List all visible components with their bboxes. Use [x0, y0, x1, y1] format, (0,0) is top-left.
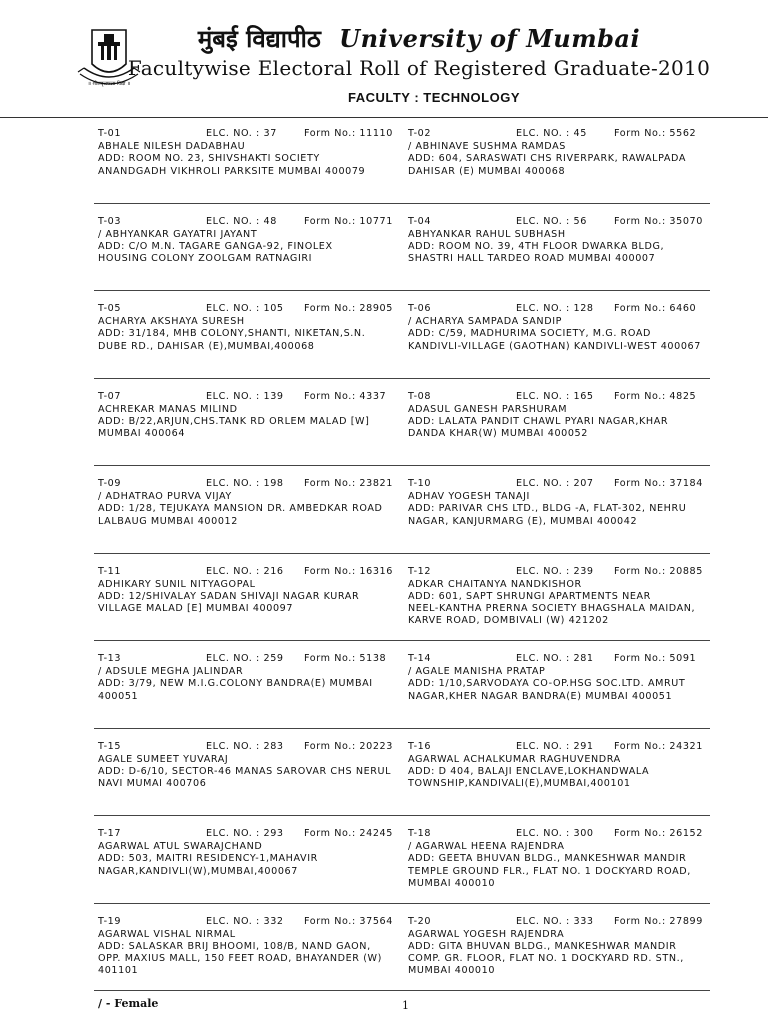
entry-name: AGARWAL YOGESH RAJENDRA — [408, 928, 565, 940]
entry-divider — [400, 290, 710, 291]
roll-entry — [400, 391, 710, 479]
entry-address-line: ADD: 3/79, NEW M.I.G.COLONY BANDRA(E) MUMBAI — [98, 678, 373, 690]
entry-elc-number: ELC. NO. : 283 — [206, 740, 284, 752]
roll-entry — [94, 303, 400, 391]
entry-address-line: HOUSING COLONY ZOOLGAM RATNAGIRI — [98, 253, 313, 265]
entry-divider — [400, 728, 710, 729]
entry-form-number: Form No.: 20223 — [304, 740, 393, 752]
entry-header — [408, 566, 706, 578]
entry-address-line: ADD: 31/184, MHB COLONY,SHANTI, NIKETAN,S.N. — [98, 328, 366, 340]
entry-divider — [94, 728, 402, 729]
entry-elc-number: ELC. NO. : 48 — [206, 215, 277, 227]
entry-address-line: TOWNSHIP,KANDIVALI(E),MUMBAI,400101 — [408, 778, 631, 790]
entry-name: AGARWAL ATUL SWARAJCHAND — [98, 841, 263, 853]
entry-address-line: ADD: D 404, BALAJI ENCLAVE,LOKHANDWALA — [408, 765, 650, 777]
entry-elc-number: ELC. NO. : 128 — [516, 303, 594, 314]
entry-header — [98, 391, 396, 403]
entry-divider — [400, 815, 710, 816]
entry-elc-number: ELC. NO. : 45 — [516, 128, 587, 139]
entry-elc-number: ELC. NO. : 56 — [516, 215, 587, 227]
entry-name: ADASUL GANESH PARSHURAM — [408, 403, 568, 415]
entry-header — [408, 391, 706, 403]
entry-serial: T-20 — [408, 915, 432, 927]
entry-form-number: Form No.: 10771 — [304, 215, 393, 227]
entry-divider — [400, 640, 710, 641]
entry-address-line: ADD: 601, SAPT SHRUNGI APARTMENTS NEAR — [408, 590, 651, 602]
page-title — [0, 22, 768, 55]
entry-address-line: ADD: ROOM NO. 39, 4TH FLOOR DWARKA BLDG, — [408, 240, 665, 252]
entry-elc-number: ELC. NO. : 259 — [206, 653, 284, 664]
entry-header — [98, 566, 396, 578]
entry-address-line: COMP. GR. FLOOR, FLAT NO. 1 DOCKYARD RD. STN., — [408, 953, 684, 965]
entry-name: / AGALE MANISHA PRATAP — [408, 666, 546, 678]
entry-address-line: ADD: 503, MAITRI RESIDENCY-1,MAHAVIR — [98, 853, 318, 865]
entry-address-line: ADD: 12/SHIVALAY SADAN SHIVAJI NAGAR KURAR — [98, 590, 360, 602]
entry-serial: T-03 — [98, 215, 122, 227]
entry-name: ADHIKARY SUNIL NITYAGOPAL — [98, 578, 256, 590]
entry-header — [98, 653, 396, 665]
entry-name: / AGARWAL HEENA RAJENDRA — [408, 841, 565, 853]
entry-name: ACHREKAR MANAS MILIND — [98, 403, 238, 415]
entry-address-line: OPP. MAXIUS MALL, 150 FEET ROAD, BHAYANDER (W) — [98, 953, 382, 965]
entry-divider — [94, 203, 402, 204]
entry-elc-number: ELC. NO. : 293 — [206, 828, 284, 839]
entry-serial: T-17 — [98, 828, 122, 839]
header-divider — [0, 117, 768, 118]
entry-elc-number: ELC. NO. : 333 — [516, 915, 594, 927]
entry-name: / ADSULE MEGHA JALINDAR — [98, 666, 244, 678]
entry-header — [98, 303, 396, 315]
entry-form-number: Form No.: 37564 — [304, 915, 393, 927]
entry-form-number: Form No.: 5138 — [304, 653, 387, 664]
entry-header — [408, 741, 706, 753]
roll-entry — [400, 653, 710, 741]
entry-address-line: ADD: GEETA BHUVAN BLDG., MANKESHWAR MANDIR — [408, 853, 687, 865]
entry-serial: T-08 — [408, 390, 432, 402]
entry-elc-number: ELC. NO. : 165 — [516, 390, 594, 402]
entry-divider — [400, 378, 710, 379]
entry-form-number: Form No.: 28905 — [304, 303, 393, 314]
entry-form-number: Form No.: 27899 — [614, 915, 703, 927]
entry-serial: T-14 — [408, 653, 432, 664]
entry-elc-number: ELC. NO. : 300 — [516, 828, 594, 839]
roll-entry — [94, 653, 400, 741]
entry-address-line: MUMBAI 400010 — [408, 965, 496, 977]
roll-entry — [94, 216, 400, 304]
entry-address-line: ADD: GITA BHUVAN BLDG., MANKESHWAR MANDIR — [408, 940, 677, 952]
entry-divider — [94, 465, 402, 466]
svg-text:॥ शीलवृत्तफला विद्या ॥: ॥ शीलवृत्तफला विद्या ॥ — [87, 81, 131, 87]
entry-header — [98, 916, 396, 928]
roll-entry — [94, 828, 400, 916]
entry-address-line: LALBAUG MUMBAI 400012 — [98, 515, 238, 527]
entry-header — [98, 128, 396, 140]
entry-form-number: Form No.: 5562 — [614, 128, 697, 139]
entry-header — [408, 216, 706, 228]
entry-address-line: ADD: ROOM NO. 23, SHIVSHAKTI SOCIETY — [98, 153, 320, 165]
entry-address-line: ADD: 604, SARASWATI CHS RIVERPARK, RAWALPADA — [408, 153, 687, 165]
entry-divider — [400, 553, 710, 554]
entry-divider — [94, 815, 402, 816]
roll-entry — [400, 566, 710, 654]
entry-address-line: ADD: PARIVAR CHS LTD., BLDG -A, FLAT-302, NEHRU — [408, 503, 687, 515]
entry-header — [98, 741, 396, 753]
entry-header — [408, 653, 706, 665]
entry-name: ACHARYA AKSHAYA SURESH — [98, 316, 245, 328]
entry-form-number: Form No.: 24321 — [614, 740, 703, 752]
entry-header — [408, 128, 706, 140]
entry-address-line: ADD: 1/10,SARVODAYA CO-OP.HSG SOC.LTD. AMRUT — [408, 678, 686, 690]
entry-elc-number: ELC. NO. : 281 — [516, 653, 594, 664]
entry-form-number: Form No.: 4825 — [614, 390, 697, 402]
entry-divider — [400, 203, 710, 204]
entry-form-number: Form No.: 5091 — [614, 653, 697, 664]
entry-address-line: ADD: B/22,ARJUN,CHS.TANK RD ORLEM MALAD [W] — [98, 415, 370, 427]
roll-entry — [94, 391, 400, 479]
entry-form-number: Form No.: 37184 — [614, 478, 703, 489]
entry-address-line: KANDIVLI-VILLAGE (GAOTHAN) KANDIVLI-WEST 400067 — [408, 340, 701, 352]
entry-form-number: Form No.: 4337 — [304, 390, 387, 402]
title-english: University of Mumbai — [339, 24, 641, 53]
entry-divider — [94, 640, 402, 641]
entry-form-number: Form No.: 6460 — [614, 303, 697, 314]
entry-elc-number: ELC. NO. : 332 — [206, 915, 284, 927]
roll-entry — [400, 303, 710, 391]
entry-name: ADHAV YOGESH TANAJI — [408, 491, 530, 503]
entry-name: ADKAR CHAITANYA NANDKISHOR — [408, 578, 582, 590]
entry-elc-number: ELC. NO. : 291 — [516, 740, 594, 752]
roll-entry — [400, 216, 710, 304]
entry-form-number: Form No.: 24245 — [304, 828, 393, 839]
entry-serial: T-10 — [408, 478, 432, 489]
entry-elc-number: ELC. NO. : 37 — [206, 128, 277, 139]
entry-address-line: NAVI MUMAI 400706 — [98, 778, 207, 790]
page-subtitle: Facultywise Electoral Roll of Registered Graduate-2010 — [127, 56, 711, 80]
entry-header — [408, 916, 706, 928]
entry-form-number: Form No.: 16316 — [304, 565, 393, 577]
entry-elc-number: ELC. NO. : 139 — [206, 390, 284, 402]
entry-address-line: DAHISAR (E) MUMBAI 400068 — [408, 165, 566, 177]
entry-header — [408, 828, 706, 840]
electoral-roll-list — [94, 128, 710, 1003]
entry-divider — [94, 378, 402, 379]
entry-address-line: ADD: SALASKAR BRIJ BHOOMI, 108/B, NAND GAON, — [98, 940, 371, 952]
entry-header — [408, 303, 706, 315]
entry-address-line: DANDA KHAR(W) MUMBAI 400052 — [408, 428, 588, 440]
entry-form-number: Form No.: 11110 — [304, 128, 393, 139]
entry-name: / ABHINAVE SUSHMA RAMDAS — [408, 141, 566, 153]
entry-elc-number: ELC. NO. : 198 — [206, 478, 284, 489]
entry-elc-number: ELC. NO. : 239 — [516, 565, 594, 577]
entry-address-line: NAGAR,KANDIVLI(W),MUMBAI,400067 — [98, 865, 298, 877]
entry-elc-number: ELC. NO. : 105 — [206, 303, 284, 314]
entry-serial: T-01 — [98, 128, 122, 139]
entry-name: AGALE SUMEET YUVARAJ — [98, 753, 229, 765]
entry-divider — [400, 990, 710, 991]
entry-form-number: Form No.: 23821 — [304, 478, 393, 489]
roll-entry — [94, 128, 400, 216]
entry-address-line: MUMBAI 400064 — [98, 428, 186, 440]
roll-entry — [400, 916, 710, 1004]
roll-entry — [400, 478, 710, 566]
entry-serial: T-19 — [98, 915, 122, 927]
entry-name: ABHALE NILESH DADABHAU — [98, 141, 246, 153]
entry-serial: T-12 — [408, 565, 432, 577]
entry-serial: T-15 — [98, 740, 122, 752]
entry-address-line: ADD: C/59, MADHURIMA SOCIETY, M.G. ROAD — [408, 328, 652, 340]
entry-address-line: SHASTRI HALL TARDEO ROAD MUMBAI 400007 — [408, 253, 656, 265]
entry-name: / ADHATRAO PURVA VIJAY — [98, 491, 232, 503]
entry-name: AGARWAL VISHAL NIRMAL — [98, 928, 236, 940]
entry-elc-number: ELC. NO. : 216 — [206, 565, 284, 577]
entry-serial: T-05 — [98, 303, 122, 314]
entry-elc-number: ELC. NO. : 207 — [516, 478, 594, 489]
roll-entry — [94, 566, 400, 654]
entry-address-line: TEMPLE GROUND FLR., FLAT NO. 1 DOCKYARD ROAD, — [408, 865, 691, 877]
roll-entry — [94, 478, 400, 566]
entry-divider — [400, 903, 710, 904]
entry-divider — [94, 553, 402, 554]
entry-address-line: ADD: 1/28, TEJUKAYA MANSION DR. AMBEDKAR ROAD — [98, 503, 383, 515]
entry-address-line: NAGAR, KANJURMARG (E), MUMBAI 400042 — [408, 515, 638, 527]
entry-address-line: ADD: LALATA PANDIT CHAWL PYARI NAGAR,KHAR — [408, 415, 669, 427]
entry-divider — [400, 465, 710, 466]
roll-entry — [400, 828, 710, 916]
entry-address-line: MUMBAI 400010 — [408, 877, 496, 889]
entry-header — [408, 478, 706, 490]
entry-address-line: NAGAR,KHER NAGAR BANDRA(E) MUMBAI 400051 — [408, 690, 673, 702]
entry-serial: T-07 — [98, 390, 122, 402]
entry-divider — [94, 290, 402, 291]
entry-address-line: ADD: C/O M.N. TAGARE GANGA-92, FINOLEX — [98, 240, 333, 252]
entry-name: AGARWAL ACHALKUMAR RAGHUVENDRA — [408, 753, 621, 765]
roll-entry — [94, 741, 400, 829]
entry-serial: T-04 — [408, 215, 432, 227]
entry-address-line: NEEL-KANTHA PRERNA SOCIETY BHAGSHALA MAIDAN, — [408, 603, 696, 615]
female-legend: / - Female — [98, 997, 159, 1010]
entry-header — [98, 216, 396, 228]
entry-address-line: ADD: D-6/10, SECTOR-46 MANAS SAROVAR CHS NERUL — [98, 765, 392, 777]
entry-serial: T-09 — [98, 478, 122, 489]
roll-entry — [94, 916, 400, 1004]
entry-serial: T-13 — [98, 653, 122, 664]
entry-serial: T-06 — [408, 303, 432, 314]
entry-form-number: Form No.: 20885 — [614, 565, 703, 577]
entry-form-number: Form No.: 35070 — [614, 215, 703, 227]
entry-divider — [94, 903, 402, 904]
entry-form-number: Form No.: 26152 — [614, 828, 703, 839]
entry-address-line: DUBE RD., DAHISAR (E),MUMBAI,400068 — [98, 340, 315, 352]
roll-entry — [400, 128, 710, 216]
roll-entry — [400, 741, 710, 829]
entry-address-line: VILLAGE MALAD [E] MUMBAI 400097 — [98, 603, 294, 615]
entry-serial: T-11 — [98, 565, 122, 577]
entry-address-line: 401101 — [98, 965, 139, 977]
entry-serial: T-16 — [408, 740, 432, 752]
entry-name: / ACHARYA SAMPADA SANDIP — [408, 316, 563, 328]
entry-name: ABHYANKAR RAHUL SUBHASH — [408, 228, 566, 240]
entry-address-line: KARVE ROAD, DOMBIVALI (W) 421202 — [408, 615, 609, 627]
faculty-heading: FACULTY : TECHNOLOGY — [347, 90, 521, 105]
entry-header — [98, 828, 396, 840]
entry-address-line: 400051 — [98, 690, 139, 702]
page-number: 1 — [402, 999, 409, 1012]
entry-serial: T-02 — [408, 128, 432, 139]
title-marathi: मुंबई विद्यापीठ — [197, 24, 321, 53]
entry-header — [98, 478, 396, 490]
page-header — [0, 0, 768, 118]
entry-name: / ABHYANKAR GAYATRI JAYANT — [98, 228, 258, 240]
entry-serial: T-18 — [408, 828, 432, 839]
entry-address-line: ANANDGADH VIKHROLI PARKSITE MUMBAI 400079 — [98, 165, 366, 177]
entry-divider — [94, 990, 402, 991]
